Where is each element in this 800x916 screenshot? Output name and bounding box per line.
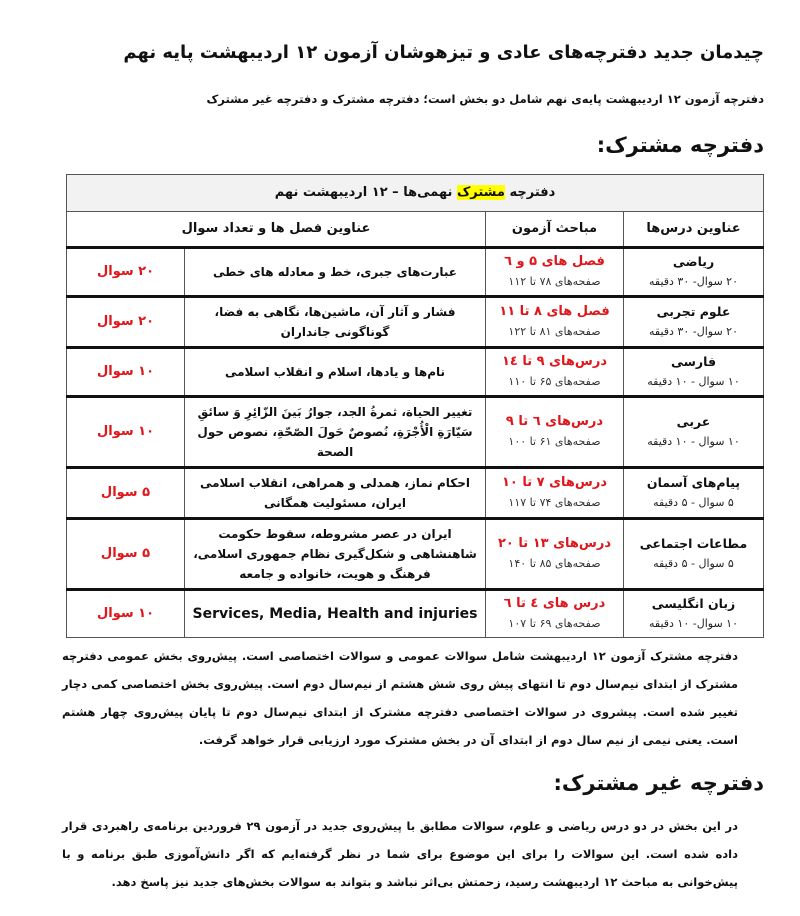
topic-cell — [486, 248, 624, 297]
question-count: ۱۰ سوال — [67, 397, 185, 468]
topic-cell — [486, 468, 624, 519]
table-row — [67, 590, 764, 638]
table-row — [67, 348, 764, 397]
subject-cell — [624, 248, 764, 297]
subject-name: ریاضی — [672, 254, 715, 269]
page-title: چیدمان جدید دفترچه‌های عادی و تیزهوشان آزمون ۱۲ اردیبهشت پایه نهم — [123, 42, 764, 63]
subject-time: ۲۰ سوال- ۳۰ دقیقه — [648, 325, 738, 338]
subject-cell — [624, 297, 764, 348]
topic-lessons: درس‌های ۷ تا ۱۰ — [501, 475, 608, 490]
header-subjects: عناوین درس‌ها — [624, 212, 764, 248]
shared-booklet-table — [66, 174, 764, 638]
subject-name: عربی — [676, 414, 711, 429]
subject-cell — [624, 397, 764, 468]
table-row — [67, 297, 764, 348]
subject-time: ۵ سوال - ۵ دقیقه — [653, 557, 734, 570]
chapter-titles: تغییر الحیاة، ثمرةُ الجد، جوارُ بَینَ الزّائِرِ وَ سائقِ سَیّارَةِ الْأُجْرَةِ، نُصوصٌ حَولَ الصّحّةِ، نصوص حول الصحة — [185, 397, 486, 468]
table-row — [67, 397, 764, 468]
topic-pages: صفحه‌های ۷۸ تا ۱۱۲ — [508, 275, 601, 288]
caption-text-end: نهمی‌ها – ۱۲ اردیبهشت نهم — [274, 185, 457, 200]
topic-pages: صفحه‌های ۸۱ تا ۱۲۲ — [508, 325, 601, 338]
subject-time: ۱۰ سوال - ۱۰ دقیقه — [647, 375, 740, 388]
question-count: ۵ سوال — [67, 468, 185, 519]
topic-lessons: درس‌های ٦ تا ۹ — [505, 414, 604, 429]
subject-cell — [624, 590, 764, 638]
nonshared-paragraph: در این بخش در دو درس ریاضی و علوم، سوالات مطابق با پیش‌روی جدید در آزمون ۲۹ فروردین برنامه‌ی راهبردی قرار داده شده است. این سوالات را برای این موضوع برای شما در نظر گرفته‌ایم که اگر دانش‌آموزی طبق برنامه و با پیش‌خوانی به مباحث ۱۲ اردیبهشت رسید، زحمتش بی‌اثر نباشد و بتواند به سوالات بخش‌های جدید نیز پاسخ دهد. — [62, 819, 738, 889]
question-count: ۱۰ سوال — [67, 590, 185, 638]
topic-cell — [486, 519, 624, 590]
subject-cell — [624, 348, 764, 397]
topic-pages: صفحه‌های ۶۵ تا ۱۱۰ — [508, 375, 601, 388]
chapter-titles: عبارت‌های جبری، خط و معادله های خطی — [185, 248, 486, 297]
subject-time: ۱۰ سوال - ۱۰ دقیقه — [647, 435, 740, 448]
topic-pages: صفحه‌های ۶۱ تا ۱۰۰ — [508, 435, 601, 448]
shared-paragraph: دفترچه مشترک آزمون ۱۲ اردیبهشت شامل سوالات عمومی و سوالات اختصاصی است. پیش‌روی بخش عمومی دفترچه مشترک از ابتدای نیم‌سال دوم تا انتهای پیش روی شش هشتم از نیم‌سال دوم است. پیش‌روی بخش اختصاصی کمی دچار تغییر شده است. پیشروی در سوالات اختصاصی دفترچه مشترک از ابتدای نیم‌سال دوم تا پایان پیش‌روی چهار هشتم است. یعنی نیمی از نیم سال دوم از ابتدای آن در بخش مشترک مورد ارزیابی قرار خواهد گرفت. — [62, 649, 738, 747]
subject-cell — [624, 468, 764, 519]
chapter-titles: Services, Media, Health and injuries — [185, 590, 486, 638]
topic-cell — [486, 397, 624, 468]
topic-pages: صفحه‌های ۶۹ تا ۱۰۷ — [508, 617, 601, 630]
topic-cell — [486, 348, 624, 397]
topic-lessons: فصل های ۵ و ٦ — [504, 254, 605, 269]
subject-time: ۵ سوال - ۵ دقیقه — [653, 496, 734, 509]
chapter-titles: فشار و آثار آن، ماشین‌ها، نگاهی به فضا، گوناگونی جانداران — [185, 297, 486, 348]
chapter-titles: ایران در عصر مشروطه، سقوط حکومت شاهنشاهی و شکل‌گیری نظام جمهوری اسلامی، فرهنگ و هویت، خانواده و جامعه — [185, 519, 486, 590]
topic-lessons: درس‌های ۹ تا ١٤ — [501, 354, 608, 369]
shared-heading: دفترچه مشترک: — [596, 133, 764, 157]
subject-name: مطاعات اجتماعی — [639, 536, 748, 551]
subject-name: زبان انگلیسی — [651, 596, 736, 611]
question-count: ۲۰ سوال — [67, 297, 185, 348]
topic-lessons: درس‌های ۱۳ تا ۲۰ — [497, 536, 611, 551]
table-row — [67, 519, 764, 590]
subject-time: ۲۰ سوال- ۳۰ دقیقه — [648, 275, 738, 288]
question-count: ۵ سوال — [67, 519, 185, 590]
topic-cell — [486, 590, 624, 638]
subject-name: پیام‌های آسمان — [646, 475, 741, 490]
subject-time: ۱۰ سوال- ۱۰ دقیقه — [648, 617, 738, 630]
table-caption — [67, 175, 764, 212]
subject-name: فارسی — [670, 354, 716, 369]
subject-name: علوم تجربی — [656, 304, 731, 319]
caption-text: دفترچه — [504, 185, 556, 200]
nonshared-heading: دفترچه غیر مشترک: — [553, 771, 764, 795]
table-row — [67, 468, 764, 519]
topic-pages: صفحه‌های ۸۵ تا ۱۴۰ — [508, 557, 601, 570]
topic-cell — [486, 297, 624, 348]
topic-pages: صفحه‌های ۷۴ تا ۱۱۷ — [508, 496, 601, 509]
header-topics: مباحث آزمون — [486, 212, 624, 248]
header-chapters: عناوین فصل ها و تعداد سوال — [67, 212, 486, 248]
intro-text: دفترچه آزمون ۱۲ اردیبهشت پایه‌ی نهم شامل دو بخش است؛ دفترچه مشترک و دفترچه غیر مشترک — [206, 92, 764, 106]
table-row — [67, 248, 764, 297]
caption-highlight: مشترک — [456, 185, 505, 200]
topic-lessons: فصل های ۸ تا ۱۱ — [499, 304, 610, 319]
chapter-titles: نام‌ها و یادها، اسلام و انقلاب اسلامی — [185, 348, 486, 397]
question-count: ۲۰ سوال — [67, 248, 185, 297]
chapter-titles: احکام نماز، همدلی و همراهی، انقلاب اسلامی ایران، مسئولیت همگانی — [185, 468, 486, 519]
question-count: ۱۰ سوال — [67, 348, 185, 397]
topic-lessons: درس های ٤ تا ٦ — [503, 596, 606, 611]
subject-cell — [624, 519, 764, 590]
